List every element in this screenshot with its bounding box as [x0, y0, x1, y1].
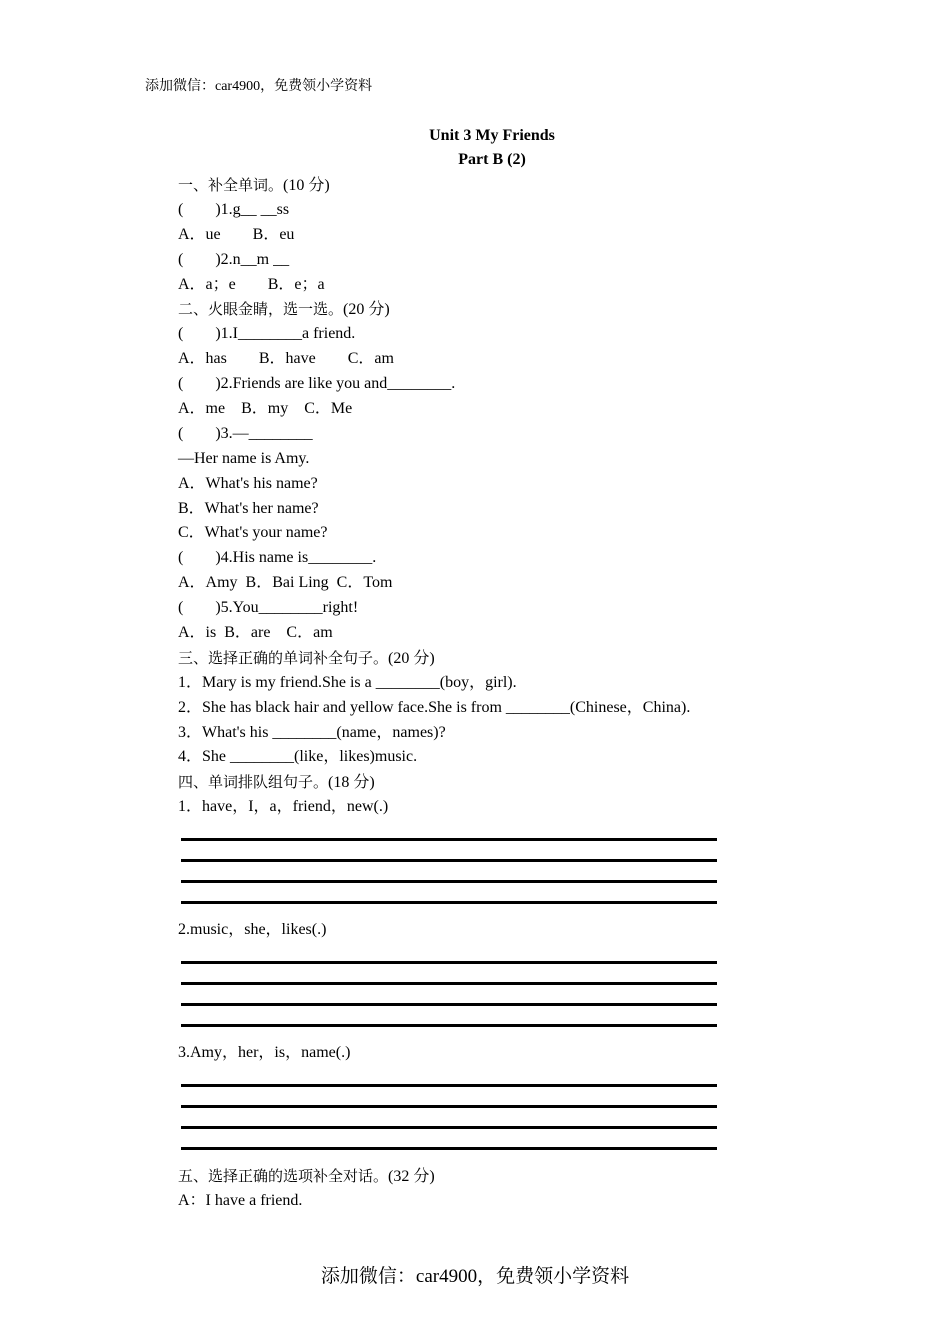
- section-points: (20 分): [388, 649, 435, 667]
- section-heading: [178, 1164, 738, 1189]
- answer-lines-2[interactable]: [178, 943, 738, 1041]
- worksheet-body: [178, 173, 738, 1214]
- worksheet-subtitle: Part B (2): [458, 151, 526, 168]
- answer-lines-3[interactable]: [178, 1066, 738, 1164]
- question-line: C．What's your name?: [178, 524, 328, 542]
- question-list: [178, 173, 738, 820]
- question-prompt: 2.music，she，likes(.): [178, 921, 327, 939]
- worksheet-title: Unit 3 My Friends: [429, 127, 555, 144]
- answer-line[interactable]: [181, 883, 717, 904]
- question-line: A．a；e B．e；a: [178, 275, 325, 293]
- section-title: 二、火眼金睛，选一选。: [178, 300, 344, 319]
- question-line: A．Amy B．Bai Ling C．Tom: [178, 574, 393, 592]
- answer-line[interactable]: [181, 829, 717, 841]
- answer-line[interactable]: [181, 1006, 717, 1027]
- footer-note: 添加微信：car4900，免费领小学资料: [320, 1266, 630, 1287]
- answer-line[interactable]: [181, 985, 717, 1006]
- section-points: (32 分): [388, 1167, 435, 1185]
- question-line: 3．What's his ________(name，names)?: [178, 723, 446, 741]
- question-line: A．ue B．eu: [178, 225, 295, 243]
- question-line: ( )1.g__ __ss: [178, 200, 290, 218]
- question-line: 4．She ________(like，likes)music.: [178, 748, 418, 766]
- section-points: (10 分): [283, 177, 330, 194]
- question-line: 1．Mary is my friend.She is a ________(boy，girl).: [178, 673, 517, 691]
- question-line: —Her name is Amy.: [178, 449, 310, 467]
- section-title: 四、单词排队组句子。: [178, 773, 329, 792]
- section-title: 一、补全单词。: [178, 176, 284, 194]
- question-line: ( )4.His name is________.: [178, 549, 377, 567]
- answer-lines-1[interactable]: [178, 820, 738, 918]
- question-line: 2．She has black hair and yellow face.She is from ________(Chinese，China).: [178, 698, 691, 716]
- answer-line[interactable]: [181, 862, 717, 883]
- question-line: A．is B．are C．am: [178, 624, 333, 642]
- question-line: ( )3.—________: [178, 424, 313, 442]
- question-prompt: 3.Amy，her，is，name(.): [178, 1044, 351, 1062]
- section-title: 三、选择正确的单词补全句子。: [178, 648, 389, 667]
- question-line: A．What's his name?: [178, 474, 318, 492]
- question-line: A．has B．have C．am: [178, 350, 394, 368]
- dialog-line: A：I have a friend.: [178, 1191, 303, 1209]
- section-heading: [178, 173, 738, 198]
- question-line: ( )2.n__m __: [178, 250, 290, 268]
- answer-line[interactable]: [181, 1129, 717, 1150]
- section-heading: [178, 297, 738, 322]
- question-line: A．me B．my C．Me: [178, 400, 353, 418]
- question-line: ( )5.You________right!: [178, 599, 359, 617]
- answer-line[interactable]: [181, 964, 717, 985]
- question-line: ( )1.I________a friend.: [178, 325, 356, 343]
- question-line: B．What's her name?: [178, 499, 319, 517]
- answer-line[interactable]: [181, 1087, 717, 1108]
- question-line: ( )2.Friends are like you and________.: [178, 375, 456, 393]
- answer-line[interactable]: [181, 952, 717, 964]
- answer-line[interactable]: [181, 1075, 717, 1087]
- section-heading: [178, 646, 738, 671]
- section-points: (20 分): [343, 301, 390, 319]
- answer-line[interactable]: [181, 841, 717, 862]
- section-heading: [178, 770, 738, 795]
- section-title: 五、选择正确的选项补全对话。: [178, 1166, 389, 1185]
- header-note: 添加微信：car4900，免费领小学资料: [145, 79, 373, 94]
- question-line: 1．have，I，a，friend，new(.): [178, 798, 389, 816]
- section-points: (18 分): [328, 774, 375, 792]
- answer-line[interactable]: [181, 1108, 717, 1129]
